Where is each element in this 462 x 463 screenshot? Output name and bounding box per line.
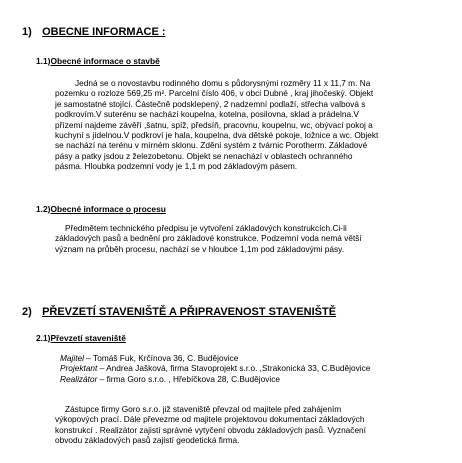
subsection-2-1-heading xyxy=(36,333,126,343)
party-designer xyxy=(60,363,370,373)
paragraph-line: výkopových prací. Dále převezme od majitele projektovou dokumentaci základových xyxy=(55,414,365,425)
section-1-number: 1) xyxy=(22,26,32,38)
subsection-1-1-paragraph xyxy=(55,78,378,172)
party-details: – Andrea Jašková, firma Stavoprojekt s.r.o. ,Strakonická 33, C.Budějovice xyxy=(97,363,371,374)
paragraph-line: základových pasů a bednění pro základové konstrukce. Podzemní voda nemá větší xyxy=(55,233,362,244)
paragraph-line: se nachází na terénu v mírném sklonu. Zdění systém z tvárnic Porotherm. Základové xyxy=(55,140,368,151)
section-2-number: 2) xyxy=(22,306,32,318)
paragraph-line: Předmětem technického předpisu je vytvoření základových konstrukcích.Ci-li xyxy=(65,223,347,233)
section-2-title: PŘEVZETÍ STAVENIŠTĚ A PŘIPRAVENOST STAVENIŠTĚ xyxy=(42,306,337,318)
subsection-1-2-paragraph xyxy=(55,223,362,254)
party-role: Projektant xyxy=(60,363,98,374)
paragraph-line: Jedná se o novostavbu rodinného domu s půdorysnými rozměry 11 x 11,7 m. Na xyxy=(75,78,371,88)
section-1-heading xyxy=(22,26,166,38)
paragraph-line: kuchyní s jídelnou.V podkroví je hala, koupelna, dva dětské pokoje, ložnice a wc. Objekt xyxy=(55,130,379,141)
subsection-1-2-heading xyxy=(36,204,166,214)
subsection-1-1-title: Obecné informace o stavbě xyxy=(50,56,160,66)
paragraph-line: význam na průběh procesu, nachází se v hloubce 1,1m pod základovými pásy. xyxy=(55,243,345,254)
paragraph-line: konstrukcí . Realizátor zajistí správné vytyčení obvodu základových pasů. Vyznačení xyxy=(55,424,366,435)
party-owner xyxy=(60,353,370,363)
subsection-1-1-heading xyxy=(36,56,160,66)
paragraph-line: obvodu základových pasů zajistí geodetická firma. xyxy=(55,435,240,446)
party-details: – firma Goro s.r.o. , Hřebíčkova 28, C.Budějovice xyxy=(97,373,280,384)
paragraph-line: pásy a patky jsdou z železobetonu. Objekt se nenachází v oblastech ochranného xyxy=(55,150,353,161)
paragraph-line: Zástupce firmy Goro s.r.o. již staveniště převzal od majitele před zahájením xyxy=(65,404,342,414)
subsection-1-2-number: 1.2) xyxy=(36,204,51,214)
party-contractor xyxy=(60,374,370,384)
subsection-2-1-paragraph xyxy=(55,404,366,446)
paragraph-line: podkrovím.V suterénu se nachází koupelna, kotelna, posilovna, sklad a prádelna.V xyxy=(55,109,359,120)
party-details: – Tomáš Fuk, Krčínova 36, C. Budějovice xyxy=(83,353,239,363)
party-role: Majitel xyxy=(60,353,84,363)
subsection-2-1-number: 2.1) xyxy=(36,333,51,343)
party-role: Realizátor xyxy=(60,373,98,384)
subsection-1-1-number: 1.1) xyxy=(36,56,51,66)
subsection-1-2-title: Obecné informace o procesu xyxy=(50,204,166,214)
paragraph-line: pásma. Hloubka podzemní vody je 1,1 m pod základovým pásem. xyxy=(55,161,298,172)
section-1-title: OBECNE INFORMACE : xyxy=(42,26,166,38)
paragraph-line: pozemku o rozloze 569,25 m². Parcelní číslo 406, v obci Dubné , kraj jihočeský. Objekt xyxy=(55,88,374,99)
subsection-2-1-title: Převzetí staveniště xyxy=(50,333,126,343)
parties-list xyxy=(60,353,370,384)
paragraph-line: přízemí najdeme závěří ,šatnu, spíž, předsíň, pracovnu, koupelnu, wc, obývací pokoj a xyxy=(55,119,373,130)
section-2-heading xyxy=(22,306,336,318)
paragraph-line: je samostatné stojící. Částečně podsklepený, 2 nadzemní podlaží, střecha valbová s xyxy=(55,98,366,109)
